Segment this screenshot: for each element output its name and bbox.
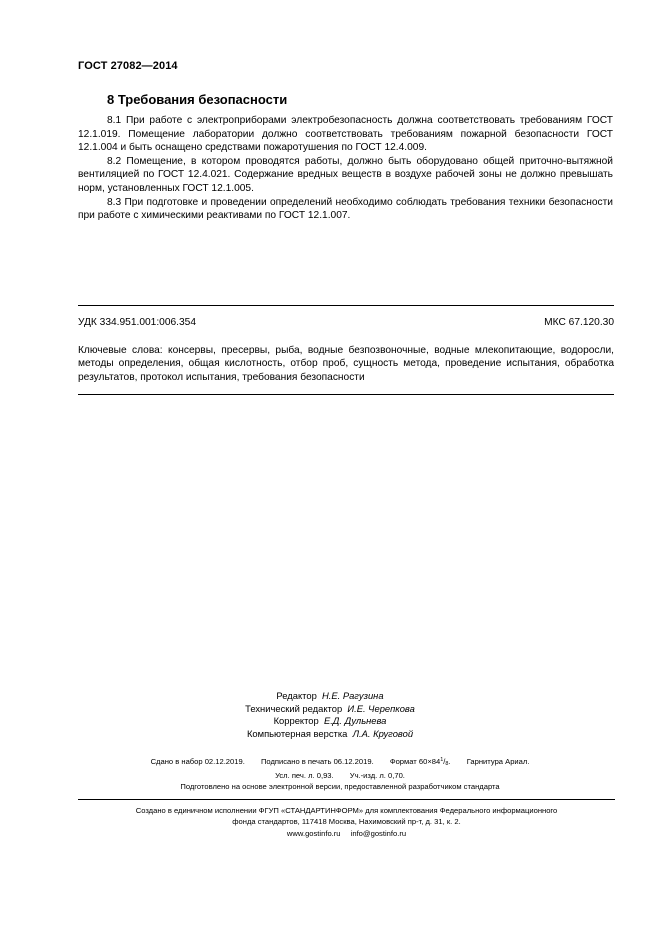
editorial-credits bbox=[180, 690, 480, 740]
signed-for-print: Подписано в печать 06.12.2019. bbox=[260, 757, 374, 766]
publishing-sheets: Уч.-изд. л. 0,70. bbox=[349, 771, 405, 781]
sent-to-set: Сдано в набор 02.12.2019. bbox=[150, 757, 245, 766]
divider-publisher bbox=[78, 799, 615, 800]
credit-name: И.Е. Черепкова bbox=[347, 702, 415, 714]
divider-bottom bbox=[78, 394, 614, 395]
keywords: Ключевые слова: консервы, пресервы, рыба, водные безпозвоночные, водные млекопитающие, водоросли, методы определения, общая кислотность, отбор проб, сущность метода, проведение испытания, обработка результатов, протокол испытания, требования безопасности bbox=[78, 345, 614, 383]
publisher-line-1: Создано в единичном исполнении ФГУП «СТАНДАРТИНФОРМ» для комплектования Федерального информационного bbox=[135, 806, 558, 815]
print-imprint bbox=[100, 755, 580, 793]
section-title: 8 Требования безопасности bbox=[107, 92, 288, 107]
paper-format: Формат $60\times 84^1/_8$. bbox=[389, 757, 451, 767]
credit-role: Компьютерная верстка bbox=[246, 727, 348, 739]
section-body bbox=[78, 114, 613, 223]
credit-editor bbox=[180, 690, 480, 703]
publisher-contacts bbox=[78, 828, 615, 839]
website-link[interactable]: www.gostinfo.ru bbox=[286, 828, 341, 838]
publisher-line-2: фонда стандартов, 117418 Москва, Нахимовский пр-т, д. 31, к. 2. bbox=[232, 817, 461, 827]
imprint-prepared-note: Подготовлено на основе электронной версии, предоставленной разработчиком стандарта bbox=[180, 782, 500, 792]
credit-name: Н.Е. Рагузина bbox=[322, 690, 384, 701]
document-code: ГОСТ 27082—2014 bbox=[78, 60, 178, 72]
mks-code: МКС 67.120.30 bbox=[544, 317, 614, 328]
email-link[interactable]: info@gostinfo.ru bbox=[350, 828, 407, 838]
credit-role: Редактор bbox=[276, 690, 317, 701]
udk-code: УДК 334.951.001:006.354 bbox=[78, 317, 196, 328]
typeface: Гарнитура Ариал. bbox=[466, 757, 530, 766]
publisher-info bbox=[78, 805, 615, 839]
credit-technical-editor bbox=[180, 703, 480, 716]
credit-layout bbox=[180, 728, 480, 741]
divider-top bbox=[78, 305, 614, 306]
credit-proofreader bbox=[180, 715, 480, 728]
credit-role: Технический редактор bbox=[245, 702, 343, 714]
credit-name: Л.А. Круговой bbox=[352, 727, 414, 739]
paragraph-8-2: 8.2 Помещение, в котором проводятся работы, должно быть оборудовано общей приточно-вытяжной вентиляцией по ГОСТ 12.4.021. Содержание вредных веществ в воздухе рабочей зоны не должно превышать норм, установленных ГОСТ 12.1.005. bbox=[78, 155, 613, 194]
paragraph-8-1: 8.1 При работе с электроприборами электробезопасность должна соответствовать требованиям ГОСТ 12.1.019. Помещение лаборатории должно соответствовать требованиям пожарной безопасности ГОСТ 12.1.004 и быть оснащено средствами пожаротушения по ГОСТ 12.4.009. bbox=[78, 115, 613, 154]
imprint-row-2 bbox=[100, 770, 580, 781]
credit-name: Е.Д. Дульнева bbox=[323, 715, 387, 727]
imprint-row-1 bbox=[100, 755, 580, 770]
print-sheets: Усл. печ. л. 0,93. bbox=[275, 771, 334, 781]
credit-role: Корректор bbox=[273, 715, 319, 727]
paragraph-8-3: 8.3 При подготовке и проведении определений необходимо соблюдать требования техники безопасности при работе с химическими реактивами по ГОСТ 12.1.007. bbox=[78, 196, 613, 222]
